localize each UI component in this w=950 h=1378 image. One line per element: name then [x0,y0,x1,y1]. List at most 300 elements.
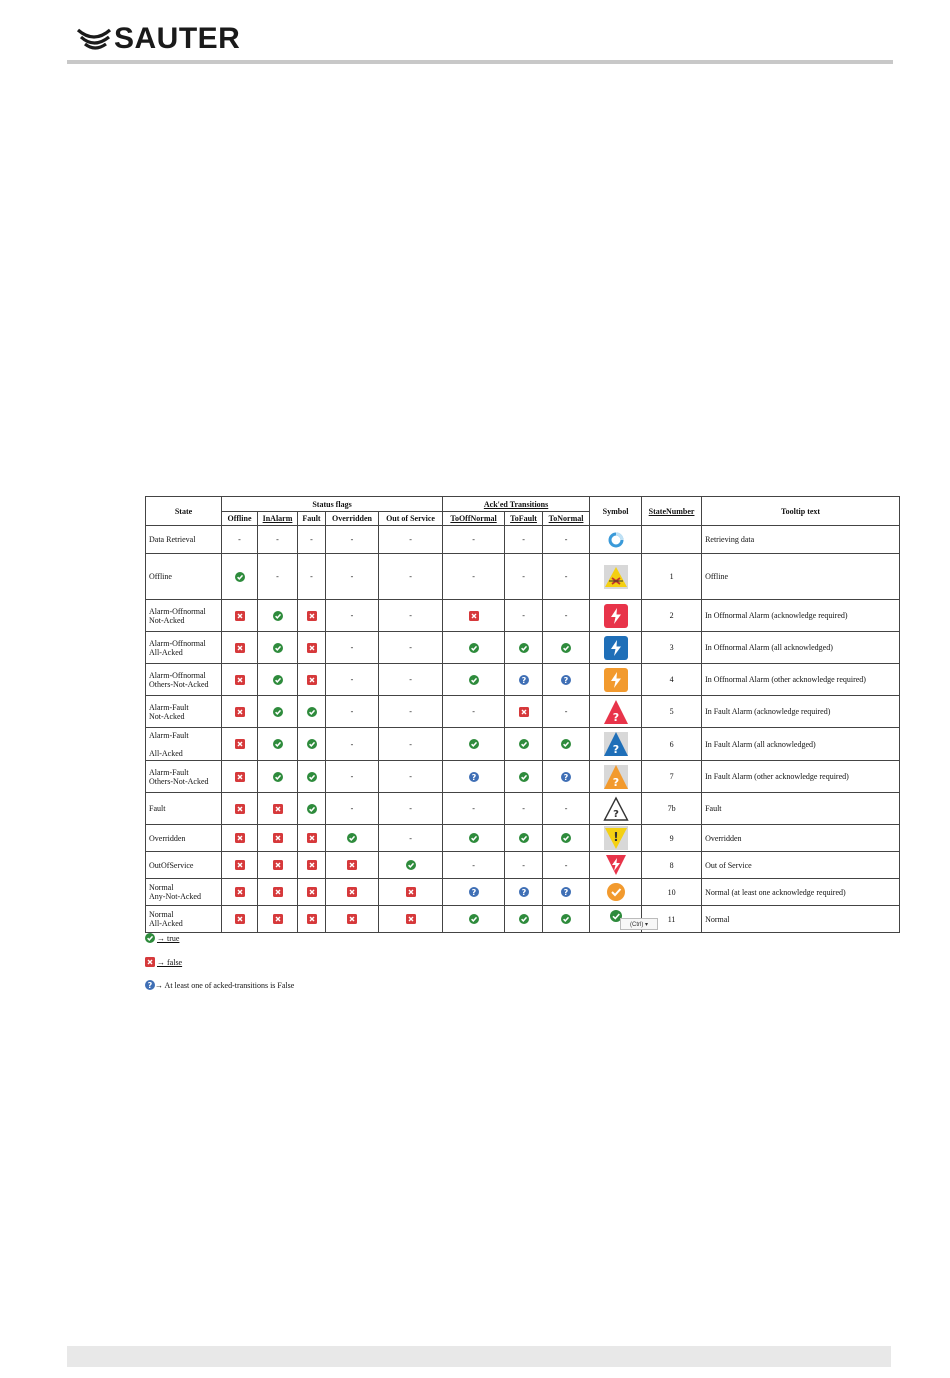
flag-cell [298,852,326,879]
loading-ring-icon [603,527,629,553]
flag-cell [505,728,543,761]
symbol-cell [590,793,642,825]
flag-cell [543,793,590,825]
dash-value: - [522,572,525,581]
header-to-fault: ToFault [505,512,543,526]
dash-value: - [238,535,241,544]
dash-value: - [409,833,412,843]
flag-cell [443,879,505,906]
dash-value: - [522,860,525,870]
state-cell [146,793,222,825]
cross-icon [235,707,245,717]
cross-icon [235,860,245,870]
svg-text:?: ? [612,808,619,820]
flag-cell [222,825,258,852]
cross-icon [469,611,479,621]
flag-cell [379,728,443,761]
cross-icon [307,860,317,870]
check-icon [273,707,283,717]
footer-bar [67,1346,891,1367]
question-icon [469,772,479,782]
legend-false-text: → false [157,957,183,967]
flag-cell [298,906,326,933]
svg-text:?: ? [521,887,526,897]
flag-cell [326,664,379,696]
flag-cell [258,825,298,852]
dash-value: - [564,860,568,870]
flag-cell [443,761,505,793]
question-icon [561,887,571,897]
flag-cell [258,526,298,554]
flag-cell [326,696,379,728]
header-state-number: StateNumber [642,497,702,526]
check-icon [307,739,317,749]
cross-icon [273,914,283,924]
flag-cell [543,852,590,879]
out-of-service-icon [603,852,629,878]
cross-icon [406,887,416,897]
tooltip-cell: Retrieving data [702,526,900,554]
flag-cell [505,793,543,825]
check-icon [347,833,357,843]
state-number-cell: 7b [642,793,702,825]
flag-cell [543,879,590,906]
tooltip-cell: Normal [702,906,900,933]
flag-cell [543,526,590,554]
svg-text:?: ? [612,743,619,756]
cross-icon [235,833,245,843]
cross-icon [307,833,317,843]
flag-cell [543,696,590,728]
dash-value: - [350,804,354,813]
dash-value: - [409,772,412,781]
flag-cell [443,852,505,879]
check-icon [273,675,283,685]
question-icon [561,772,571,782]
check-icon [307,707,317,717]
symbol-cell [590,696,642,728]
dash-value: - [409,739,412,749]
overridden-icon [603,825,629,851]
flag-cell [379,632,443,664]
dash-value: - [472,707,475,716]
dash-value: - [350,535,354,544]
symbol-cell [590,600,642,632]
state-label: Data Retrieval [149,535,196,544]
symbol-cell [590,728,642,761]
svg-text:?: ? [563,887,569,897]
flag-cell [443,793,505,825]
flag-cell [379,793,443,825]
legend-true [145,933,179,943]
flag-cell [443,696,505,728]
dash-value: - [472,572,475,581]
dash-value: - [409,643,412,652]
state-label: Fault [149,804,166,813]
flag-cell [258,728,298,761]
flag-cell [222,526,258,554]
check-icon [273,772,283,782]
dash-value: - [276,535,279,544]
state-label: All-Acked [149,647,183,657]
svg-text:?: ? [471,887,476,897]
flag-cell [443,554,505,600]
cross-icon [347,914,357,924]
flag-cell [298,728,326,761]
cross-icon [235,914,245,924]
svg-text:?: ? [521,675,526,685]
check-icon [561,914,571,924]
dash-value: - [409,535,412,544]
state-number-cell: 9 [642,825,702,852]
svg-text:?: ? [612,775,619,789]
state-number-cell: 10 [642,879,702,906]
header-to-offnormal: ToOffNormal [443,512,505,526]
flag-cell [543,600,590,632]
check-icon [519,833,529,843]
flag-cell [443,728,505,761]
header-symbol: Symbol [590,497,642,526]
legend-unknown [145,980,294,990]
state-label: Alarm-Offnormal [149,638,206,648]
state-number-cell: 8 [642,852,702,879]
check-icon [307,804,317,814]
table-row [146,554,900,600]
dash-value: - [472,860,475,870]
tooltip-cell: Overridden [702,825,900,852]
symbol-cell [590,852,642,879]
cross-icon [235,887,245,897]
flag-cell [326,793,379,825]
flag-cell [258,664,298,696]
table-row [146,793,900,825]
flag-cell [443,526,505,554]
flag-cell [505,825,543,852]
cross-icon [273,860,283,870]
dash-value: - [350,572,354,581]
tooltip-cell: Fault [702,793,900,825]
flag-cell [379,600,443,632]
tooltip-cell: In Offnormal Alarm (other acknowledge required) [702,664,900,696]
flag-cell [326,600,379,632]
flag-cell [326,632,379,664]
dash-value: - [522,535,525,544]
fault-outline-icon [603,796,629,822]
flag-cell [543,728,590,761]
state-number-cell: 3 [642,632,702,664]
state-number-cell: 11 [642,906,702,933]
state-cell [146,825,222,852]
svg-text:?: ? [147,980,153,990]
flag-cell [505,632,543,664]
table-row [146,879,900,906]
tooltip-cell: Offline [702,554,900,600]
state-label: Alarm-Offnormal [149,606,206,616]
check-icon [307,772,317,782]
table-row [146,632,900,664]
fault-blue-icon [603,731,629,757]
check-icon [519,643,529,653]
flag-cell [379,526,443,554]
dash-value: - [350,611,354,620]
flag-cell [505,906,543,933]
state-cell [146,554,222,600]
state-label: Alarm-Offnormal [149,670,206,680]
symbol-cell [590,526,642,554]
state-label: OutOfService [149,860,194,870]
flag-cell [505,696,543,728]
header-fault: Fault [298,512,326,526]
flag-cell [298,879,326,906]
header-rule [67,60,893,64]
state-cell [146,906,222,933]
flag-cell [379,554,443,600]
table-row [146,825,900,852]
check-icon [469,675,479,685]
cross-icon [519,707,529,717]
tooltip-cell: Out of Service [702,852,900,879]
flag-cell [298,554,326,600]
offline-warning-icon [603,564,629,590]
flag-cell [379,664,443,696]
cross-icon [307,675,317,685]
legend-unknown-text: → At least one of acked-transitions is False [155,980,295,990]
header-in-alarm: InAlarm [258,512,298,526]
state-label: Not-Acked [149,615,185,625]
cross-icon [235,804,245,814]
fault-orange-icon [603,764,629,790]
fault-red-icon [603,699,629,725]
symbol-cell [590,632,642,664]
header-to-normal: ToNormal [543,512,590,526]
flag-cell [222,793,258,825]
state-number-cell: 1 [642,554,702,600]
dash-value: - [350,707,354,716]
flag-cell [258,554,298,600]
dash-value: - [350,739,354,749]
dash-value: - [564,707,568,716]
sauter-wave-icon [76,26,112,52]
flag-cell [326,906,379,933]
flag-cell [298,664,326,696]
state-number-cell: 6 [642,728,702,761]
flag-cell [443,632,505,664]
dash-value: - [564,611,568,620]
cross-icon [347,887,357,897]
cross-icon [235,643,245,653]
state-cell [146,728,222,761]
flag-cell [326,526,379,554]
check-icon [561,833,571,843]
flag-cell [222,761,258,793]
flag-cell [258,793,298,825]
table-row [146,696,900,728]
flag-cell [258,600,298,632]
flag-cell [443,825,505,852]
dash-value: - [409,804,412,813]
flag-cell [298,761,326,793]
cross-icon [307,611,317,621]
check-icon [561,643,571,653]
state-label: All-Acked [149,919,183,928]
dash-value: - [564,535,568,544]
state-label: Any-Not-Acked [149,892,201,901]
offnormal-orange-icon [603,667,629,693]
legend-true-text: → true [157,933,180,943]
dash-value: - [409,572,412,581]
flag-cell [298,825,326,852]
table-row [146,728,900,761]
flag-cell [298,600,326,632]
flag-cell [222,632,258,664]
question-icon [469,887,479,897]
dash-value: - [564,572,568,581]
flag-cell [326,554,379,600]
check-icon [273,643,283,653]
tooltip-cell: Normal (at least one acknowledge required) [702,879,900,906]
cross-icon [307,643,317,653]
header-state: State [146,497,222,526]
check-icon [469,739,479,749]
check-icon [519,739,529,749]
flag-cell [505,852,543,879]
check-icon [469,914,479,924]
state-label: Overridden [149,833,186,843]
flag-cell [298,632,326,664]
flag-cell [258,696,298,728]
flag-cell [505,554,543,600]
check-icon [273,611,283,621]
cross-icon [307,914,317,924]
dash-value: - [409,707,412,716]
flag-cell [222,906,258,933]
paste-options-button[interactable] [620,918,658,930]
question-icon [561,675,571,685]
flag-cell [326,825,379,852]
cross-icon [235,739,245,749]
header-status-flags: Status flags [222,497,443,512]
cross-icon [347,860,357,870]
svg-text:?: ? [471,772,476,782]
state-label: Alarm-Fault [149,730,189,740]
state-cell [146,696,222,728]
table-row [146,600,900,632]
svg-text:!: ! [612,830,619,844]
flag-cell [258,632,298,664]
sauter-logo [76,22,240,56]
symbol-cell [590,825,642,852]
flag-cell [258,879,298,906]
flag-cell [326,852,379,879]
state-number-cell: 5 [642,696,702,728]
flag-cell [379,879,443,906]
flag-cell [222,600,258,632]
logo-text: SAUTER [114,22,241,55]
flag-cell [443,664,505,696]
symbol-cell [590,664,642,696]
flag-cell [258,906,298,933]
dash-value: - [310,572,313,581]
tooltip-cell: In Fault Alarm (other acknowledge required) [702,761,900,793]
header-offline: Offline [222,512,258,526]
state-cell [146,664,222,696]
dash-value: - [409,675,412,684]
flag-cell [298,526,326,554]
state-cell [146,761,222,793]
flag-cell [222,696,258,728]
state-cell [146,632,222,664]
table-row [146,664,900,696]
dash-value: - [350,675,354,684]
state-label: Others-Not-Acked [149,679,209,689]
flag-cell [543,906,590,933]
table-row [146,852,900,879]
dash-value: - [522,804,525,813]
dash-value: - [350,772,354,781]
dash-value: - [522,611,525,620]
dash-value: - [472,535,475,544]
state-cell [146,852,222,879]
question-icon [145,980,155,990]
symbol-cell [590,761,642,793]
flag-cell [379,761,443,793]
normal-orange-check-icon [603,879,629,905]
check-icon [519,914,529,924]
svg-text:?: ? [612,710,619,724]
state-label: Alarm-Fault [149,702,189,712]
flag-cell [258,852,298,879]
flag-cell [222,664,258,696]
table-row [146,526,900,554]
flag-cell [543,664,590,696]
state-label: Normal [149,910,174,919]
tooltip-cell: In Offnormal Alarm (acknowledge required) [702,600,900,632]
flag-cell [443,600,505,632]
flag-cell [505,761,543,793]
symbol-cell [590,879,642,906]
flag-cell [222,852,258,879]
cross-icon [273,804,283,814]
svg-text:?: ? [563,772,569,782]
tooltip-cell: In Offnormal Alarm (all acknowledged) [702,632,900,664]
flag-cell [222,728,258,761]
flag-cell [298,793,326,825]
state-number-cell: 4 [642,664,702,696]
flag-cell [543,761,590,793]
header-acked-transitions: Ack'ed Transitions [443,497,590,512]
offnormal-red-icon [603,603,629,629]
check-icon [469,833,479,843]
flag-cell [258,761,298,793]
state-label: Alarm-Fault [149,767,189,777]
flag-cell [379,906,443,933]
flag-cell [543,825,590,852]
state-table [145,496,900,933]
cross-icon [307,887,317,897]
tooltip-cell: In Fault Alarm (acknowledge required) [702,696,900,728]
state-cell [146,879,222,906]
flag-cell [298,696,326,728]
question-icon [519,887,529,897]
svg-text:?: ? [563,675,569,685]
cross-icon [235,772,245,782]
flag-cell [505,600,543,632]
cross-icon [273,887,283,897]
check-icon [561,739,571,749]
dash-value: - [310,535,313,544]
header-tooltip: Tooltip text [702,497,900,526]
header-overridden: Overridden [326,512,379,526]
